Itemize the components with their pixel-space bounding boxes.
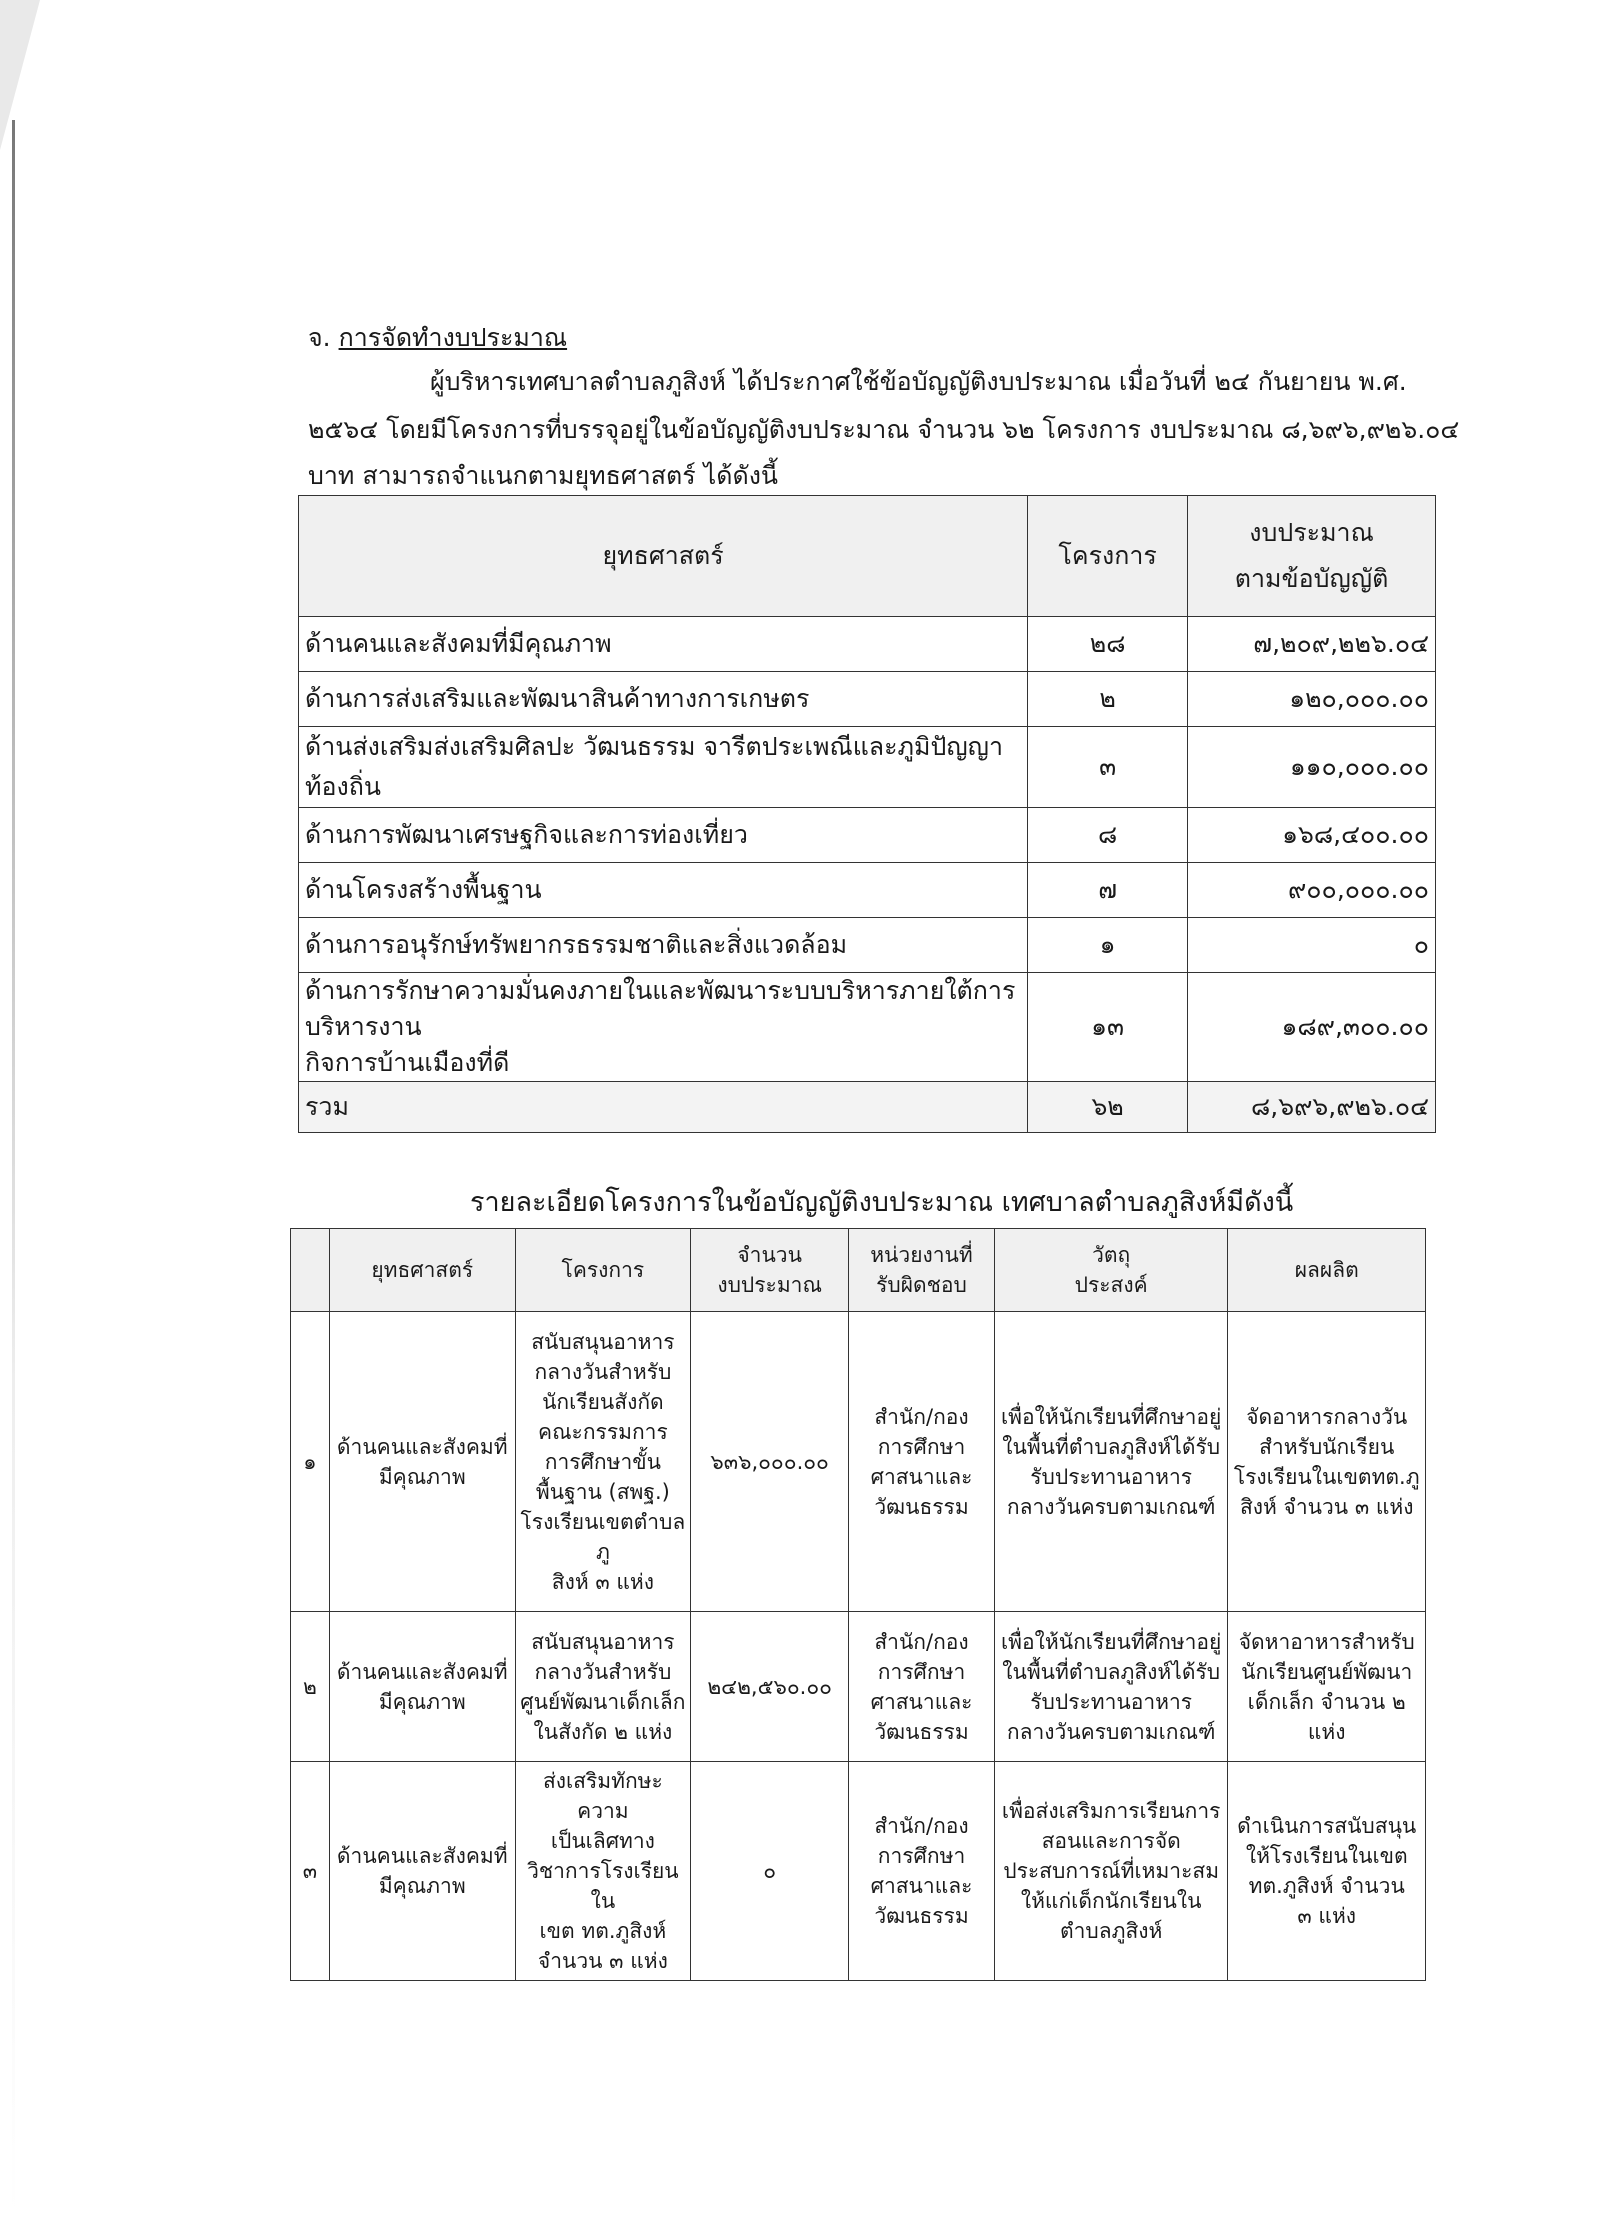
section-title: การจัดทำงบประมาณ bbox=[338, 323, 568, 352]
cell-output bbox=[1228, 1762, 1426, 1981]
cell-objective bbox=[994, 1312, 1228, 1612]
table-header-row bbox=[299, 496, 1436, 617]
cell-strategy: ด้านการส่งเสริมและพัฒนาสินค้าทางการเกษตร bbox=[299, 672, 1028, 727]
cell-unit-line: สำนัก/กอง bbox=[874, 1404, 969, 1429]
cell-unit-line: วัฒนธรรม bbox=[874, 1494, 969, 1519]
cell-objective-line: เพื่อให้นักเรียนที่ศึกษาอยู่ bbox=[1000, 1629, 1222, 1654]
header-output: ผลผลิต bbox=[1228, 1229, 1426, 1312]
header-budget-line1: งบประมาณ bbox=[1249, 518, 1374, 547]
cell-objective-line: ในพื้นที่ตำบลภูสิงห์ได้รับ bbox=[1002, 1434, 1221, 1459]
cell-output-line: ทต.ภูสิงห์ จำนวน bbox=[1248, 1874, 1405, 1898]
cell-objective-line: รับประทานอาหาร bbox=[1030, 1464, 1193, 1489]
cell-projects: ๑ bbox=[1028, 918, 1188, 973]
cell-strategy-line: ด้านคนและสังคมที่ bbox=[336, 1659, 508, 1684]
cell-unit bbox=[849, 1312, 995, 1612]
cell-project-line: โรงเรียนเขตตำบลภู bbox=[520, 1509, 686, 1564]
header-amount bbox=[691, 1229, 849, 1312]
cell-strategy-line: มีคุณภาพ bbox=[378, 1464, 466, 1489]
cell-budget: ๑๘๙,๓๐๐.๐๐ bbox=[1188, 973, 1436, 1082]
paragraph-line-1: ผู้บริหารเทศบาลตำบลภูสิงห์ ได้ประกาศใช้ข้อบัญญัติงบประมาณ เมื่อวันที่ ๒๔ กันยายน พ.ศ. bbox=[430, 367, 1407, 396]
cell-unit bbox=[849, 1612, 995, 1762]
table-row bbox=[299, 973, 1436, 1082]
header-unit bbox=[849, 1229, 995, 1312]
cell-strategy: ด้านโครงสร้างพื้นฐาน bbox=[299, 863, 1028, 918]
cell-strategy-line: ด้านคนและสังคมที่ bbox=[336, 1434, 508, 1459]
paragraph-line-3: บาท สามารถจำแนกตามยุทธศาสตร์ ได้ดังนี้ bbox=[308, 461, 778, 490]
cell-project-line: สิงห์ ๓ แห่ง bbox=[551, 1569, 655, 1594]
page-corner-shadow bbox=[0, 0, 40, 150]
cell-unit-line: การศึกษา bbox=[877, 1434, 966, 1459]
cell-projects: ๑๓ bbox=[1028, 973, 1188, 1082]
strategy-summary-table bbox=[298, 495, 1436, 1133]
header-amount-line2: งบประมาณ bbox=[717, 1273, 822, 1297]
cell-no: ๑ bbox=[291, 1312, 330, 1612]
cell-objective-line: ให้แก่เด็กนักเรียนใน bbox=[1020, 1889, 1202, 1913]
cell-strategy bbox=[329, 1612, 515, 1762]
cell-budget: ๑๒๐,๐๐๐.๐๐ bbox=[1188, 672, 1436, 727]
cell-output-line: ให้โรงเรียนในเขต bbox=[1245, 1844, 1408, 1868]
cell-output-line: สำหรับนักเรียน bbox=[1259, 1434, 1395, 1459]
cell-projects: ๒๘ bbox=[1028, 617, 1188, 672]
cell-output-line: ดำเนินการสนับสนุน bbox=[1237, 1814, 1417, 1838]
cell-project-line: นักเรียนสังกัด bbox=[542, 1389, 664, 1414]
table-row bbox=[299, 808, 1436, 863]
cell-objective-line: ในพื้นที่ตำบลภูสิงห์ได้รับ bbox=[1002, 1659, 1221, 1684]
table-row bbox=[299, 617, 1436, 672]
header-budget-line2: ตามข้อบัญญัติ bbox=[1234, 564, 1389, 593]
header-amount-line1: จำนวน bbox=[737, 1243, 802, 1267]
total-row bbox=[299, 1082, 1436, 1133]
detail-table-body bbox=[291, 1312, 1426, 1981]
cell-no: ๓ bbox=[291, 1762, 330, 1981]
header-unit-line1: หน่วยงานที่ bbox=[870, 1243, 973, 1267]
cell-strategy: ด้านส่งเสริมส่งเสริมศิลปะ วัฒนธรรม จารีตประเพณีและภูมิปัญญาท้องถิ่น bbox=[299, 727, 1028, 808]
total-budget: ๘,๖๙๖,๙๒๖.๐๔ bbox=[1188, 1082, 1436, 1133]
cell-strategy-line2: กิจการบ้านเมืองที่ดี bbox=[305, 1048, 510, 1077]
cell-budget: ๗,๒๐๙,๒๒๖.๐๔ bbox=[1188, 617, 1436, 672]
cell-output-line: เด็กเล็ก จำนวน ๒ bbox=[1247, 1689, 1406, 1714]
cell-objective bbox=[994, 1762, 1228, 1981]
cell-output-line: ๓ แห่ง bbox=[1297, 1904, 1357, 1928]
cell-unit-line: ศาสนาและ bbox=[870, 1689, 973, 1714]
header-project: โครงการ bbox=[515, 1229, 691, 1312]
cell-objective-line: กลางวันครบตามเกณฑ์ bbox=[1006, 1719, 1216, 1744]
cell-budget: ๙๐๐,๐๐๐.๐๐ bbox=[1188, 863, 1436, 918]
total-label: รวม bbox=[299, 1082, 1028, 1133]
cell-project-line: ส่งเสริมทักษะความ bbox=[542, 1769, 663, 1823]
cell-strategy bbox=[329, 1762, 515, 1981]
cell-unit-line: การศึกษา bbox=[877, 1844, 966, 1868]
header-strategy: ยุทธศาสตร์ bbox=[299, 496, 1028, 617]
cell-budget: ๑๖๘,๔๐๐.๐๐ bbox=[1188, 808, 1436, 863]
cell-strategy: ด้านคนและสังคมที่มีคุณภาพ bbox=[299, 617, 1028, 672]
cell-objective-line: เพื่อให้นักเรียนที่ศึกษาอยู่ bbox=[1000, 1404, 1222, 1429]
cell-projects: ๗ bbox=[1028, 863, 1188, 918]
project-detail-table bbox=[290, 1228, 1426, 1981]
cell-output-line: แห่ง bbox=[1307, 1719, 1346, 1744]
cell-output-line: นักเรียนศูนย์พัฒนา bbox=[1241, 1659, 1413, 1684]
cell-project-line: พื้นฐาน (สพฐ.) bbox=[535, 1479, 670, 1504]
cell-unit-line: การศึกษา bbox=[877, 1659, 966, 1684]
table-header-row bbox=[291, 1229, 1426, 1312]
cell-unit-line: สำนัก/กอง bbox=[874, 1629, 969, 1654]
cell-objective-line: ตำบลภูสิงห์ bbox=[1059, 1919, 1163, 1943]
section-prefix: จ. bbox=[308, 323, 331, 352]
table-row bbox=[299, 863, 1436, 918]
cell-objective bbox=[994, 1612, 1228, 1762]
table-row bbox=[291, 1762, 1426, 1981]
cell-strategy bbox=[329, 1312, 515, 1612]
cell-strategy-line: มีคุณภาพ bbox=[378, 1689, 466, 1714]
cell-project bbox=[515, 1612, 691, 1762]
cell-output bbox=[1228, 1612, 1426, 1762]
cell-strategy bbox=[299, 973, 1028, 1082]
table-row bbox=[299, 672, 1436, 727]
header-strategy: ยุทธศาสตร์ bbox=[329, 1229, 515, 1312]
header-no bbox=[291, 1229, 330, 1312]
cell-project-line: วิชาการโรงเรียนใน bbox=[527, 1859, 679, 1913]
cell-project bbox=[515, 1762, 691, 1981]
table-row bbox=[291, 1312, 1426, 1612]
cell-unit-line: วัฒนธรรม bbox=[874, 1719, 969, 1744]
table-row bbox=[299, 727, 1436, 808]
cell-strategy-line: มีคุณภาพ bbox=[378, 1874, 466, 1898]
cell-unit bbox=[849, 1762, 995, 1981]
cell-project-line: เป็นเลิศทาง bbox=[550, 1829, 655, 1853]
cell-strategy: ด้านการอนุรักษ์ทรัพยากรธรรมชาติและสิ่งแวดล้อม bbox=[299, 918, 1028, 973]
cell-objective-line: ประสบการณ์ที่เหมาะสม bbox=[1003, 1859, 1220, 1883]
cell-amount: ๖๓๖,๐๐๐.๐๐ bbox=[691, 1312, 849, 1612]
cell-unit-line: ศาสนาและ bbox=[870, 1464, 973, 1489]
header-projects: โครงการ bbox=[1028, 496, 1188, 617]
cell-budget: ๐ bbox=[1188, 918, 1436, 973]
cell-output-line: โรงเรียนในเขตทต.ภู bbox=[1233, 1464, 1420, 1489]
cell-project-line: สนับสนุนอาหาร bbox=[531, 1629, 675, 1654]
cell-projects: ๓ bbox=[1028, 727, 1188, 808]
cell-objective-line: สอนและการจัด bbox=[1041, 1829, 1181, 1853]
cell-unit-line: สำนัก/กอง bbox=[874, 1814, 969, 1838]
cell-output-line: สิงห์ จำนวน ๓ แห่ง bbox=[1239, 1494, 1414, 1519]
cell-project-line: เขต ทต.ภูสิงห์ bbox=[539, 1919, 667, 1943]
cell-project-line: กลางวันสำหรับ bbox=[534, 1659, 672, 1684]
cell-project bbox=[515, 1312, 691, 1612]
header-objective bbox=[994, 1229, 1228, 1312]
table-row bbox=[291, 1612, 1426, 1762]
cell-project-line: ในสังกัด ๒ แห่ง bbox=[533, 1719, 673, 1744]
cell-amount: ๒๔๒,๕๖๐.๐๐ bbox=[691, 1612, 849, 1762]
section-heading bbox=[308, 318, 567, 358]
cell-objective-line: รับประทานอาหาร bbox=[1030, 1689, 1193, 1714]
cell-budget: ๑๑๐,๐๐๐.๐๐ bbox=[1188, 727, 1436, 808]
cell-strategy-line: ด้านคนและสังคมที่ bbox=[336, 1844, 508, 1868]
cell-projects: ๘ bbox=[1028, 808, 1188, 863]
cell-project-line: กลางวันสำหรับ bbox=[534, 1359, 672, 1384]
header-budget bbox=[1188, 496, 1436, 617]
cell-unit-line: วัฒนธรรม bbox=[874, 1904, 969, 1928]
page-edge-shadow bbox=[12, 120, 15, 2220]
cell-project-line: คณะกรรมการ bbox=[538, 1419, 668, 1444]
cell-project-line: ศูนย์พัฒนาเด็กเล็ก bbox=[520, 1689, 686, 1714]
cell-output-line: จัดหาอาหารสำหรับ bbox=[1238, 1629, 1415, 1654]
cell-amount: ๐ bbox=[691, 1762, 849, 1981]
cell-unit-line: ศาสนาและ bbox=[870, 1874, 973, 1898]
cell-output bbox=[1228, 1312, 1426, 1612]
cell-project-line: สนับสนุนอาหาร bbox=[531, 1329, 675, 1354]
paragraph-line-2: ๒๕๖๔ โดยมีโครงการที่บรรจุอยู่ในข้อบัญญัติงบประมาณ จำนวน ๖๒ โครงการ งบประมาณ ๘,๖๙๖,๙๒๖.๐๔ bbox=[308, 415, 1460, 444]
cell-no: ๒ bbox=[291, 1612, 330, 1762]
cell-output-line: จัดอาหารกลางวัน bbox=[1246, 1404, 1408, 1429]
header-objective-line2: ประสงค์ bbox=[1074, 1273, 1148, 1297]
cell-objective-line: เพื่อส่งเสริมการเรียนการ bbox=[1001, 1799, 1221, 1823]
cell-projects: ๒ bbox=[1028, 672, 1188, 727]
table-row bbox=[299, 918, 1436, 973]
cell-strategy: ด้านการพัฒนาเศรษฐกิจและการท่องเที่ยว bbox=[299, 808, 1028, 863]
cell-project-line: จำนวน ๓ แห่ง bbox=[537, 1949, 668, 1973]
header-objective-line1: วัตถุ bbox=[1092, 1243, 1131, 1267]
cell-strategy-line1: ด้านการรักษาความมั่นคงภายในและพัฒนาระบบบริหารภายใต้การบริหารงาน bbox=[305, 976, 1016, 1041]
header-unit-line2: รับผิดชอบ bbox=[876, 1273, 967, 1297]
detail-table-title: รายละเอียดโครงการในข้อบัญญัติงบประมาณ เทศบาลตำบลภูสิงห์มีดังนี้ bbox=[470, 1187, 1294, 1218]
cell-objective-line: กลางวันครบตามเกณฑ์ bbox=[1006, 1494, 1216, 1519]
cell-project-line: การศึกษาขั้น bbox=[544, 1449, 661, 1474]
total-projects: ๖๒ bbox=[1028, 1082, 1188, 1133]
